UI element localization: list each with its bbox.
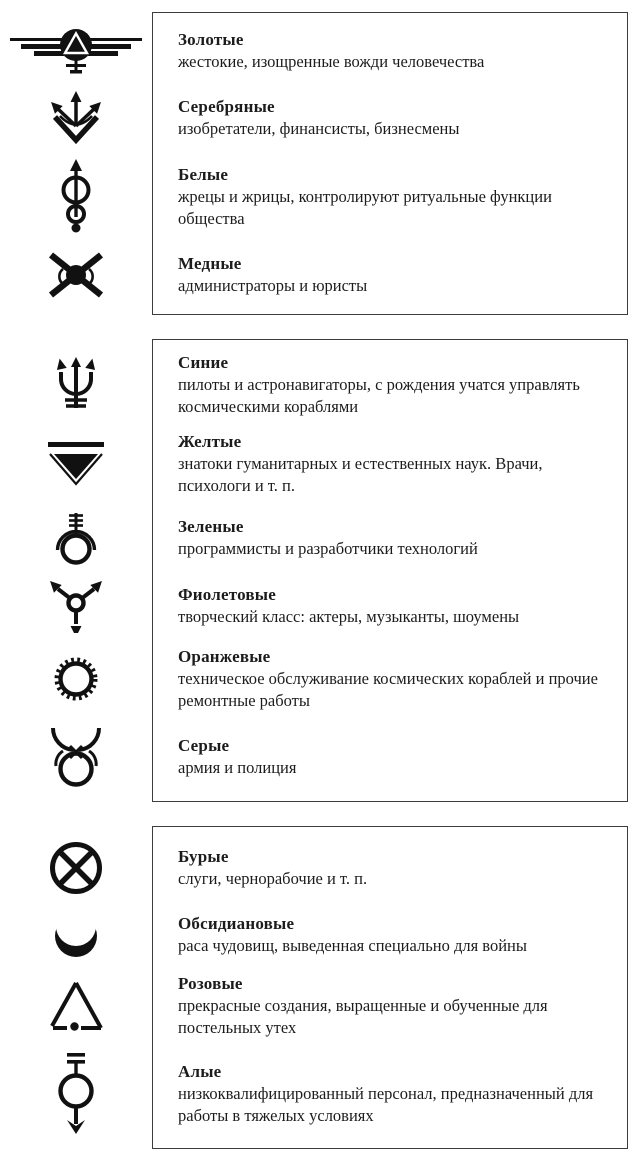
caste-entry	[0, 839, 635, 897]
caste-description: программисты и разработчики технологий	[178, 539, 478, 558]
text-cell	[152, 913, 541, 957]
caste-entry	[0, 352, 635, 418]
caste-entry	[0, 25, 635, 77]
winged-disc-triangle-icon	[10, 25, 142, 77]
caste-description: жестокие, изощренные вожди человечества	[178, 52, 485, 71]
caste-group-lower	[0, 826, 635, 1149]
symbol-cell	[0, 441, 152, 487]
symbol-cell	[0, 510, 152, 566]
symbol-cell	[0, 90, 152, 146]
caste-description: техническое обслуживание космических кораблей и прочие ремонтные работы	[178, 669, 598, 710]
caste-entry	[0, 579, 635, 633]
symbol-cell	[0, 25, 152, 77]
symbol-cell	[0, 839, 152, 897]
caste-description: творческий класс: актеры, музыканты, шоумены	[178, 607, 520, 626]
caste-description: знатоки гуманитарных и естественных наук. Врачи, психологи и т. п.	[178, 454, 543, 495]
caste-title: Белые	[178, 165, 229, 184]
caste-description: пилоты и астронавигаторы, с рождения учатся управлять космическими кораблями	[178, 375, 580, 416]
caste-title: Желтые	[178, 432, 242, 451]
text-cell	[152, 846, 381, 890]
text-cell	[152, 352, 628, 418]
crescent-up-icon	[50, 910, 102, 960]
gear-ring-icon	[50, 653, 102, 705]
caste-title: Серые	[178, 736, 230, 755]
caste-title: Обсидиановые	[178, 914, 295, 933]
symbol-cell	[0, 980, 152, 1032]
symbol-cell	[0, 356, 152, 414]
caste-entry	[0, 725, 635, 789]
symbol-cell	[0, 910, 152, 960]
text-cell	[152, 29, 498, 73]
caste-description: жрецы и жрицы, контролируют ритуальные функции общества	[178, 187, 552, 228]
caste-title: Фиолетовые	[178, 585, 276, 604]
text-cell	[152, 516, 492, 560]
caste-description: слуги, чернорабочие и т. п.	[178, 869, 368, 888]
text-cell	[152, 96, 473, 140]
caste-entry	[0, 646, 635, 712]
caste-description: администраторы и юристы	[178, 276, 368, 295]
circle-x-icon	[47, 839, 105, 897]
caste-title: Оранжевые	[178, 647, 271, 666]
caste-group-upper	[0, 12, 635, 315]
caste-entry	[0, 1052, 635, 1136]
caste-entry	[0, 431, 635, 497]
text-cell	[152, 735, 310, 779]
caste-description: низкоквалифицированный персонал, предназначенный для работы в тяжелых условиях	[178, 1084, 594, 1125]
orb-antenna-arc-icon	[53, 510, 99, 566]
caste-title: Золотые	[178, 30, 244, 49]
text-cell	[152, 164, 628, 230]
crossed-x-circle-icon	[45, 248, 107, 302]
symbol-cell	[0, 725, 152, 789]
caste-description: изобретатели, финансисты, бизнесмены	[178, 119, 460, 138]
staff-arrow-circles-icon	[56, 159, 96, 235]
down-arrow-orb-icon	[55, 1052, 97, 1136]
text-cell	[152, 646, 628, 712]
three-way-arrows-icon	[46, 579, 106, 633]
caste-title: Синие	[178, 353, 229, 372]
symbol-cell	[0, 1052, 152, 1136]
caste-title: Розовые	[178, 974, 243, 993]
three-arrows-chevron-icon	[47, 90, 105, 146]
symbol-cell	[0, 653, 152, 705]
caste-entry	[0, 510, 635, 566]
caste-title: Бурые	[178, 847, 229, 866]
symbol-cell	[0, 159, 152, 235]
text-cell	[152, 584, 533, 628]
horned-circle-icon	[48, 725, 104, 789]
text-cell	[152, 1061, 628, 1127]
caste-description: прекрасные создания, выращенные и обученные для постельных утех	[178, 996, 548, 1037]
caste-entry	[0, 248, 635, 302]
caste-entry	[0, 90, 635, 146]
symbol-cell	[0, 248, 152, 302]
caste-title: Серебряные	[178, 97, 275, 116]
caste-title: Алые	[178, 1062, 222, 1081]
caste-entry	[0, 159, 635, 235]
text-cell	[152, 973, 628, 1039]
caste-description: армия и полиция	[178, 758, 297, 777]
text-cell	[152, 253, 381, 297]
symbol-cell	[0, 579, 152, 633]
caste-description: раса чудовищ, выведенная специально для войны	[178, 936, 527, 955]
caste-group-middle	[0, 339, 635, 802]
triangle-dot-icon	[47, 980, 105, 1032]
caste-entry	[0, 973, 635, 1039]
text-cell	[152, 431, 628, 497]
caste-title: Медные	[178, 254, 242, 273]
caste-entry	[0, 910, 635, 960]
inverted-triangle-bar-icon	[47, 441, 105, 487]
caste-title: Зеленые	[178, 517, 244, 536]
trident-arrows-icon	[49, 356, 103, 414]
